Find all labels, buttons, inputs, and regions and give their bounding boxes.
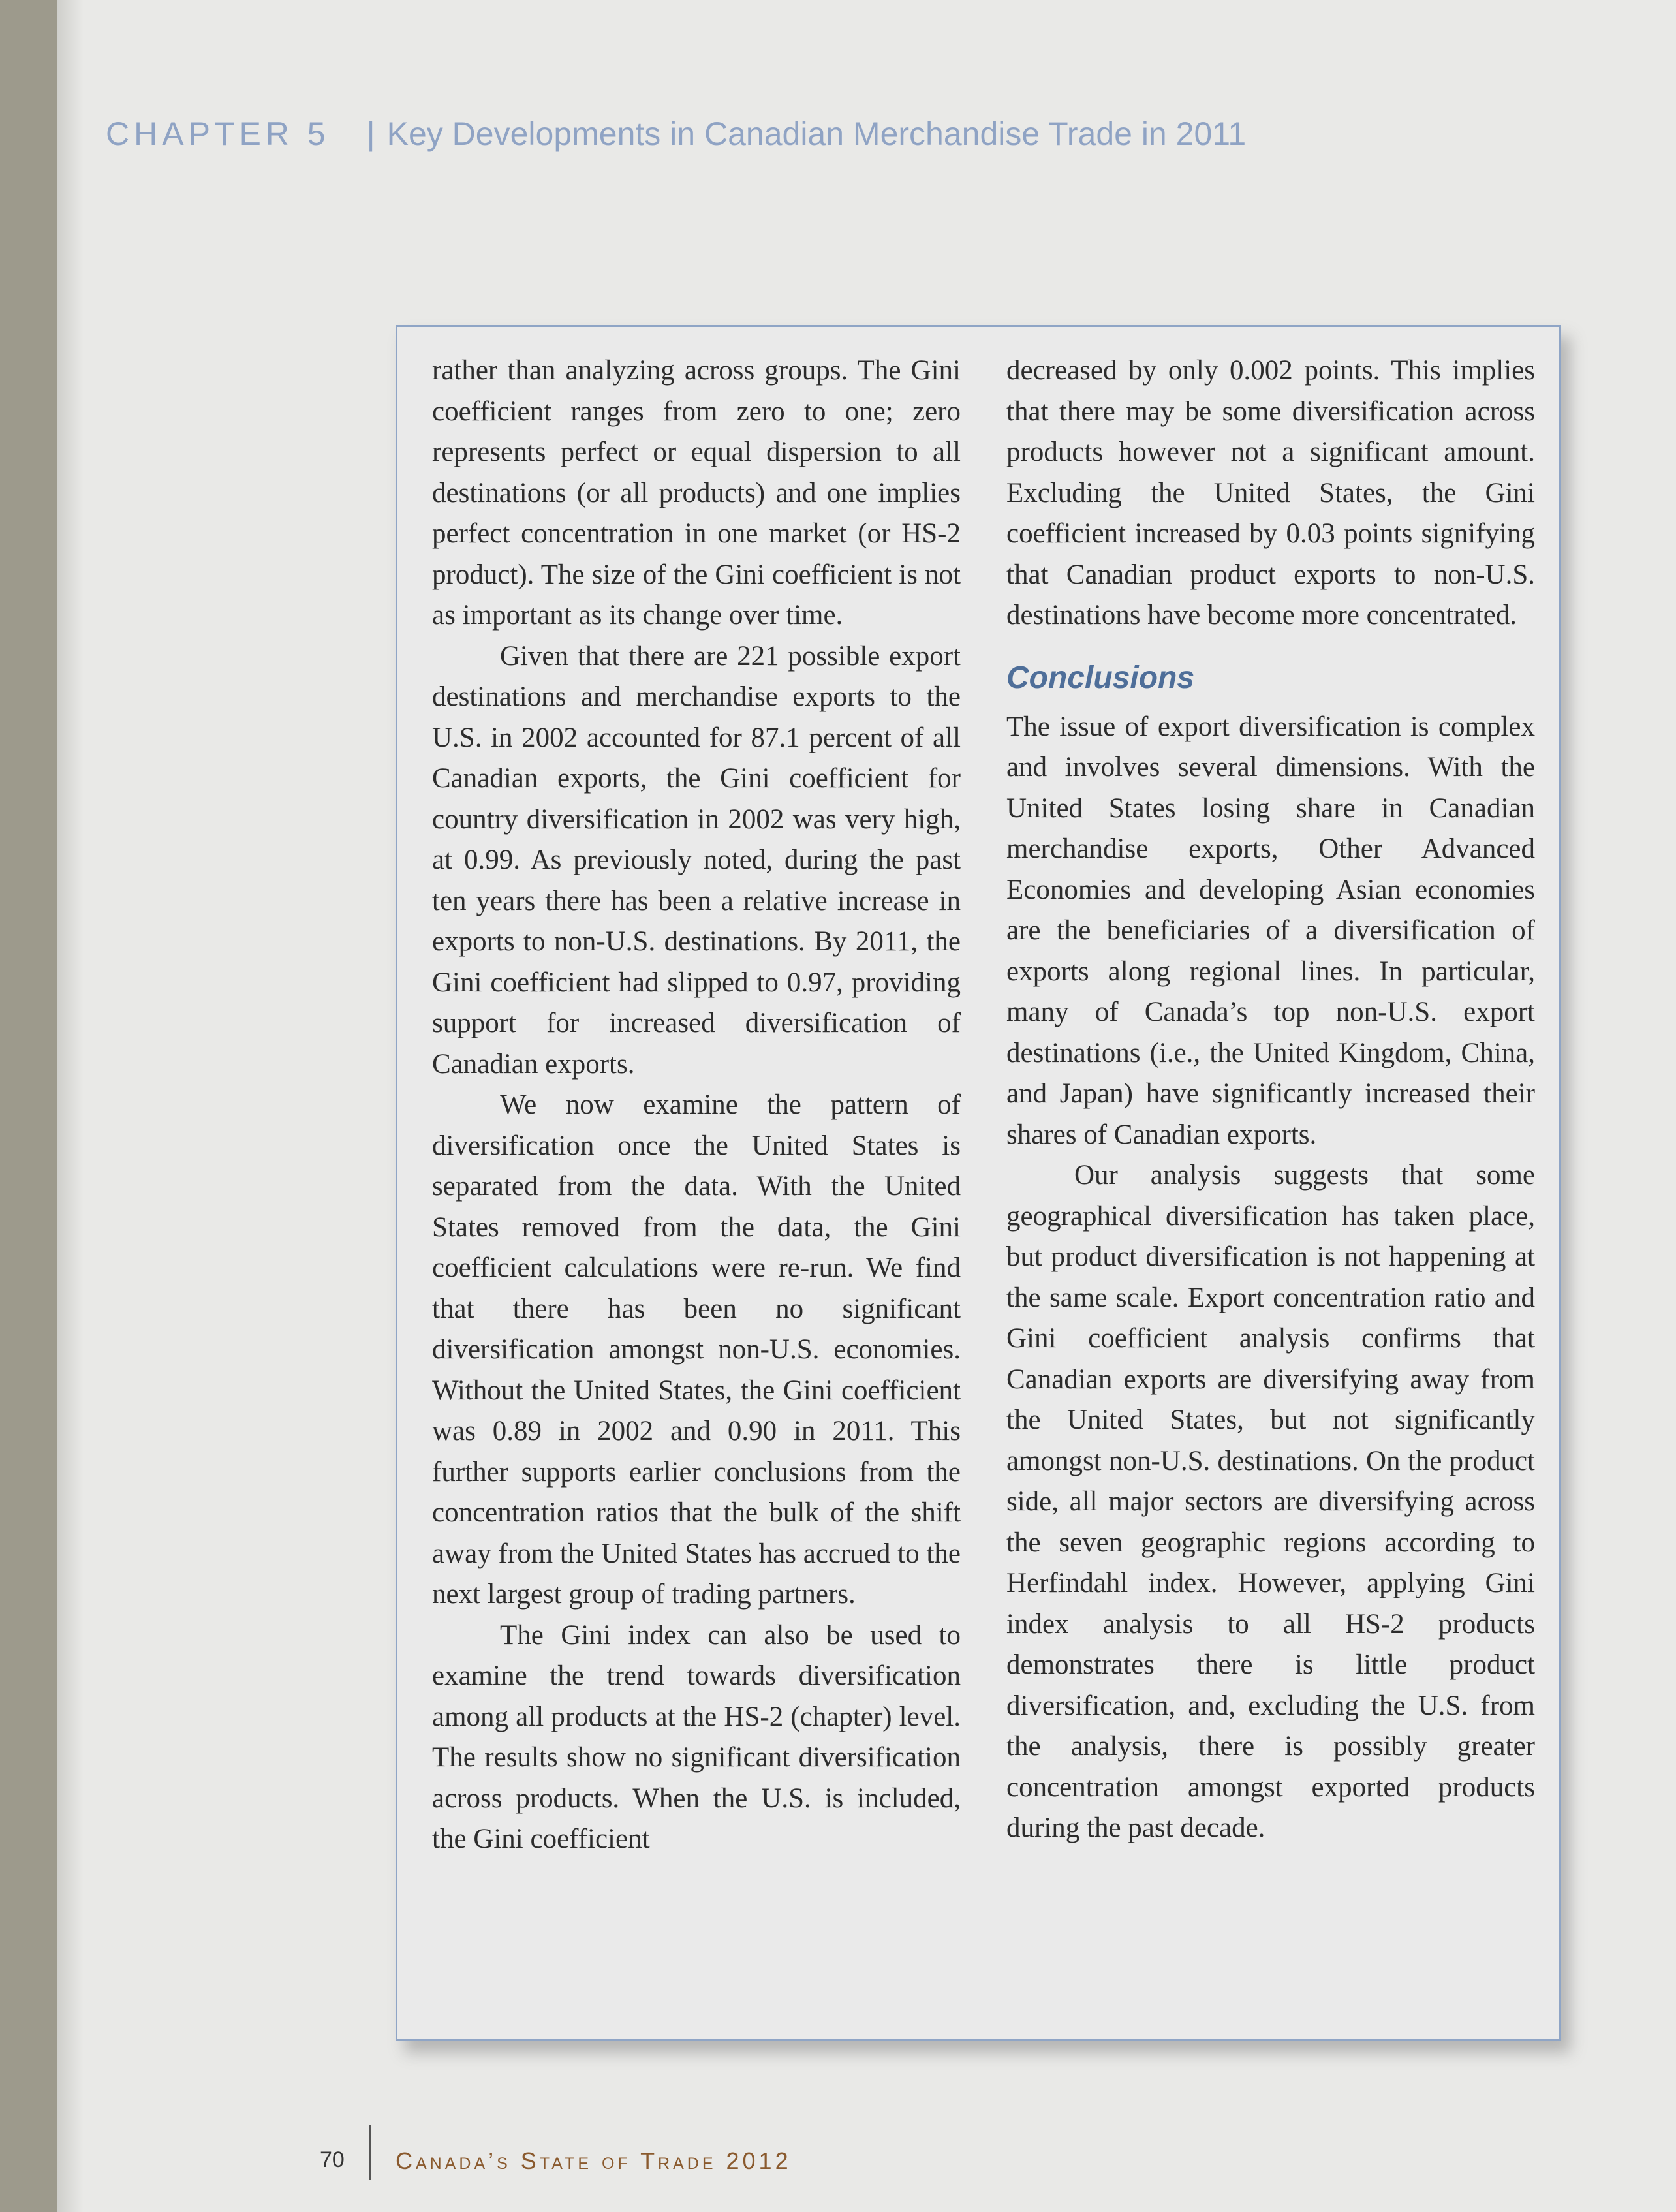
paragraph: Our analysis suggests that some geographical diversification has taken place, but product diversification is not happening at the same scale. Export concentration ratio and Gini coefficient analysis confirms that Canadian exports are diversifying away from the United States, but not significantly amongst non-U.S. destinations. On the product side, all major sectors are diversifying across the seven geographic regions according to Herfindahl index. However, applying Gini index analysis to all HS-2 products demonstrates there is little product diversification, and, excluding the U.S. from the analysis, there is possibly greater concentration amongst exported products during the past decade. (1006, 1160, 1535, 1843)
text-box (396, 325, 1561, 2041)
chapter-label: CHAPTER 5 (106, 116, 330, 152)
footer-divider (369, 2125, 371, 2180)
conclusions-heading: Conclusions (1006, 660, 1195, 695)
left-column (432, 350, 961, 1860)
right-column (1006, 350, 1535, 1849)
running-header (106, 115, 1246, 153)
paragraph: We now examine the pattern of diversification once the United States is separated from the data. With the United States removed from the data, the Gini coefficient calculations were re-run. We find that there has been no significant diversification amongst non-U.S. economies. Without the United States, the Gini coefficient was 0.89 in 2002 and 0.90 in 2011. This further supports earlier conclusions from the concentration ratios that the bulk of the shift away from the United States has accrued to the next largest group of trading partners. (432, 1089, 961, 1610)
publication-title: Canada’s State of Trade 2012 (396, 2147, 792, 2174)
book-spine-edge (0, 0, 57, 2212)
paragraph: decreased by only 0.002 points. This implies that there may be some diversification across products however not a significant amount. Excluding the United States, the Gini coefficient increased by 0.03 points signifying that Canadian product exports to non-U.S. destinations have become more concentrated. (1006, 355, 1535, 631)
chapter-title: Key Developments in Canadian Merchandise Trade in 2011 (386, 116, 1247, 152)
page-number: 70 (320, 2147, 345, 2172)
header-separator: | (366, 116, 375, 152)
paragraph: Given that there are 221 possible export destinations and merchandise exports to the U.S. in 2002 accounted for 87.1 percent of all Canadian exports, the Gini coefficient for country diversification in 2002 was very high, at 0.99. As previously noted, during the past ten years there has been a relative increase in exports to non-U.S. destinations. By 2011, the Gini coefficient had slipped to 0.97, providing support for increased diversification of Canadian exports. (432, 640, 961, 1080)
paragraph: rather than analyzing across groups. The Gini coefficient ranges from zero to one; zero represents perfect or equal dispersion to all destinations (or all products) and one implies perfect concentration in one market (or HS-2 product). The size of the Gini coefficient is not as important as its change over time. (432, 355, 961, 631)
paragraph: The issue of export diversification is complex and involves several dimensions. With the United States losing share in Canadian merchandise exports, Other Advanced Economies and developing Asian economies are the beneficiaries of a diversification of exports along regional lines. In particular, many of Canada’s top non-U.S. export destinations (i.e., the United Kingdom, China, and Japan) have significantly increased their shares of Canadian exports. (1006, 711, 1535, 1150)
paragraph: The Gini index can also be used to examine the trend towards diversification among all products at the HS-2 (chapter) level. The results show no significant diversification across products. When the U.S. is included, the Gini coefficient (432, 1619, 961, 1854)
gutter-shadow (57, 0, 84, 2212)
